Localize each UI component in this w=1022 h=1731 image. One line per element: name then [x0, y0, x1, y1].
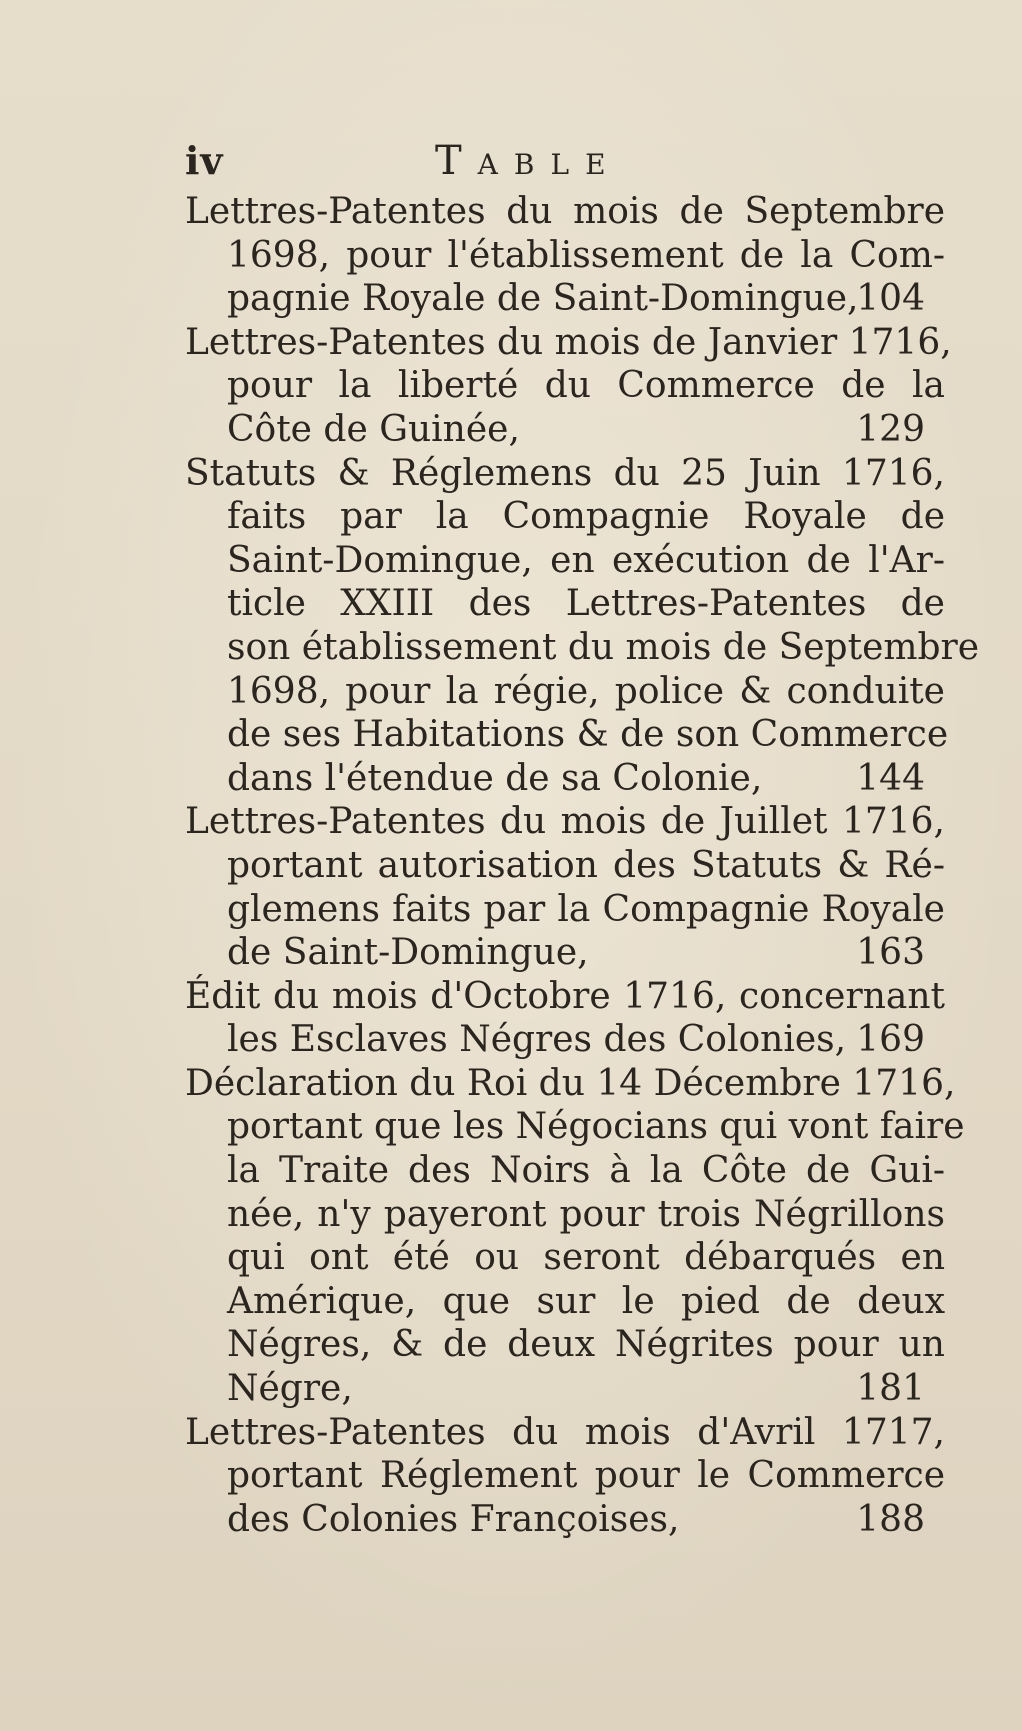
entry-line: Amérique, que sur le pied de deux	[227, 1280, 945, 1322]
entry-line: née, n'y payeront pour trois Négrillons	[227, 1193, 945, 1235]
page-number: 104	[856, 278, 925, 320]
entry-line-text: Négre,	[227, 1368, 353, 1410]
page-number: 163	[856, 932, 925, 974]
entry-line: Déclaration du Roi du 14 Décembre 1716,	[185, 1062, 956, 1104]
entry-line-text: les Esclaves Négres des Colonies,	[227, 1019, 847, 1061]
entry-line: faits par la Compagnie Royale de	[227, 496, 945, 538]
entry-line-text: dans l'étendue de sa Colonie,	[227, 757, 763, 799]
page-header	[185, 138, 885, 188]
toc-entry	[185, 321, 952, 452]
toc-entry	[185, 190, 945, 321]
page-number: 129	[856, 408, 925, 450]
entry-line: son établissement du mois de Septembre	[227, 626, 980, 668]
entry-line: portant que les Négocians qui vont faire	[227, 1106, 965, 1148]
toc-entry	[185, 452, 980, 801]
entry-line: de ses Habitations & de son Commerce	[227, 714, 949, 756]
page-number: 169	[856, 1019, 925, 1061]
entry-line: Négres, & de deux Négrites pour un	[227, 1324, 945, 1366]
entry-line: 1698, pour l'établissement de la Com-	[227, 234, 945, 276]
entry-line: portant autorisation des Statuts & Ré-	[227, 844, 945, 886]
toc-entry	[185, 1411, 945, 1542]
entry-line-text: pagnie Royale de Saint-Domingue,	[227, 278, 859, 320]
page-number: 144	[856, 757, 925, 799]
entry-line: portant Réglement pour le Commerce	[227, 1455, 945, 1497]
page-number: 188	[856, 1498, 925, 1540]
entry-line: glemens faits par la Compagnie Royale	[227, 888, 945, 930]
entry-line: Édit du mois d'Octobre 1716, concernant	[185, 975, 945, 1017]
entry-line-last	[185, 1498, 945, 1542]
entry-line-last	[185, 1367, 945, 1411]
toc-entry	[185, 800, 945, 974]
entry-line: 1698, pour la régie, police & conduite	[227, 670, 945, 712]
folio-number: iv	[185, 138, 224, 183]
entry-line: Statuts & Réglemens du 25 Juin 1716,	[185, 452, 945, 494]
entry-line: la Traite des Noirs à la Côte de Gui-	[227, 1150, 945, 1192]
entry-line-last	[185, 277, 945, 321]
entry-line-text: des Colonies Françoises,	[227, 1498, 680, 1540]
entry-line: Lettres-Patentes du mois d'Avril 1717,	[185, 1411, 945, 1453]
toc-entry	[185, 1062, 965, 1411]
entry-line-last	[185, 408, 945, 452]
table-of-contents	[185, 190, 980, 1541]
toc-entry	[185, 975, 945, 1062]
entry-line: ticle XXIII des Lettres-Patentes de	[227, 583, 945, 625]
running-title: Table	[435, 138, 622, 184]
entry-line: Lettres-Patentes du mois de Janvier 1716,	[185, 321, 952, 363]
entry-line-text: Côte de Guinée,	[227, 408, 520, 450]
entry-line-last	[185, 931, 945, 975]
entry-line: pour la liberté du Commerce de la	[227, 365, 945, 407]
entry-line: Saint-Domingue, en exécution de l'Ar-	[227, 539, 945, 581]
entry-line-last	[185, 1018, 945, 1062]
entry-line: Lettres-Patentes du mois de Septembre	[185, 191, 945, 232]
page-number: 181	[856, 1368, 925, 1410]
entry-line: Lettres-Patentes du mois de Juillet 1716,	[185, 801, 945, 843]
entry-line-text: de Saint-Domingue,	[227, 932, 589, 974]
entry-line: qui ont été ou seront débarqués en	[227, 1237, 945, 1279]
entry-line-last	[185, 757, 945, 801]
